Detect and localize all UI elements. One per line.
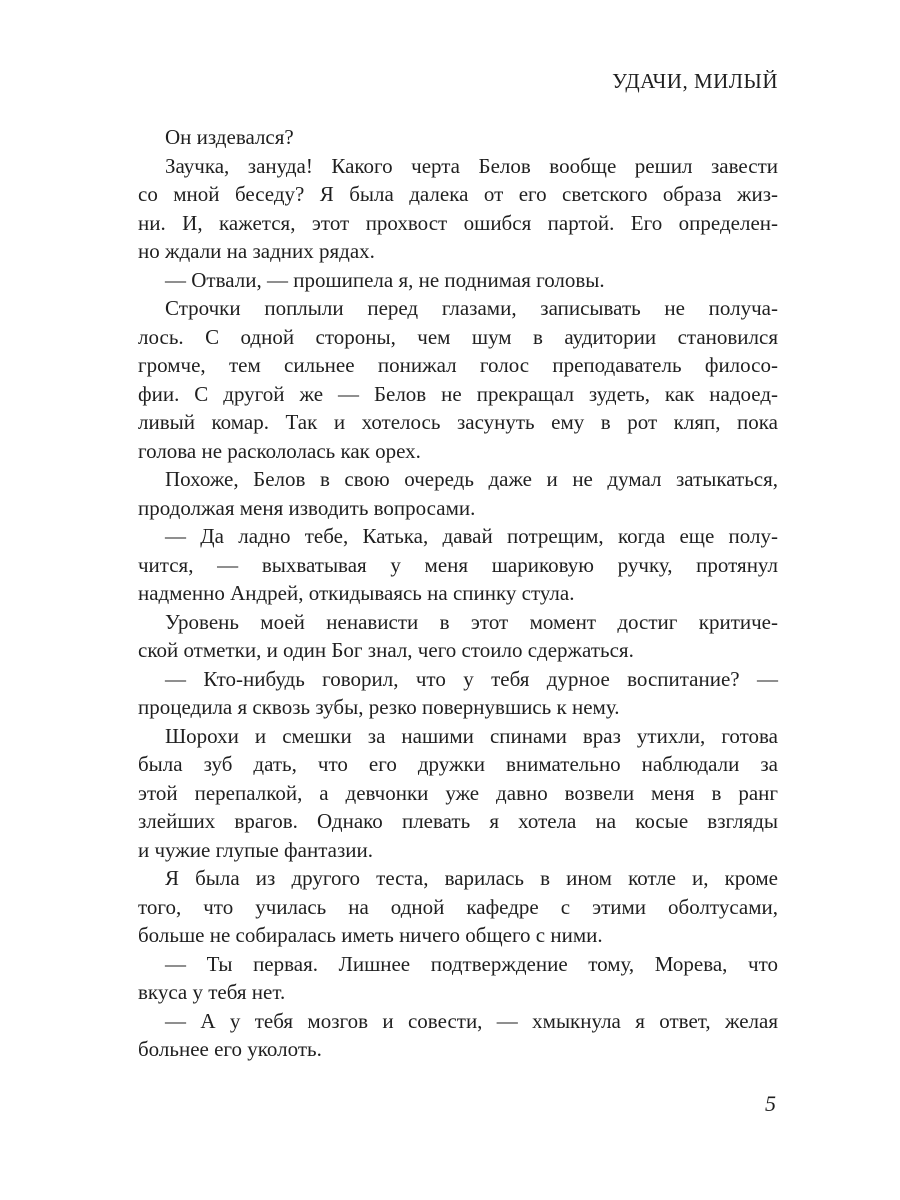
text-line: Похоже, Белов в свою очередь даже и не думал затыкаться, — [165, 467, 778, 491]
text-line: — Кто-нибудь говорил, что у тебя дурное воспитание? — — [165, 666, 778, 691]
text-line: Заучка, зануда! Какого черта Белов вообще решил завести — [165, 153, 778, 178]
text-line: Строчки поплыли перед глазами, записывать не получа- — [165, 296, 778, 320]
text-line: но ждали на задних рядах. — [138, 239, 375, 263]
page-number: 5 — [765, 1091, 776, 1116]
text-line: ни. И, кажется, этот прохвост ошибся партой. Его определен- — [138, 210, 778, 235]
text-line: злейших врагов. Однако плевать я хотела на косые взгляды — [138, 809, 778, 833]
text-line: — А у тебя мозгов и совести, — хмыкнула я ответ, желая — [165, 1008, 778, 1033]
text-line: процедила я сквозь зубы, резко повернувшись к нему. — [138, 695, 620, 719]
text-line: Уровень моей ненависти в этот момент достиг критиче- — [165, 609, 778, 634]
paragraph — [138, 608, 778, 665]
text-line: голова не раскололась как орех. — [138, 438, 421, 463]
text-line: надменно Андрей, откидываясь на спинку стула. — [138, 581, 575, 605]
paragraph — [138, 123, 778, 152]
paragraph — [138, 522, 778, 608]
text-line: больше не собиралась иметь ничего общего с ними. — [138, 923, 603, 947]
paragraph — [138, 1007, 778, 1064]
text-line: фии. С другой же — Белов не прекращал зудеть, как надоед- — [138, 381, 778, 406]
paragraph — [138, 152, 778, 266]
text-line: Он издевался? — [165, 125, 294, 149]
text-line: ской отметки, и один Бог знал, чего стоило сдержаться. — [138, 638, 634, 662]
text-line: вкуса у тебя нет. — [138, 980, 286, 1004]
text-line: этой перепалкой, а девчонки уже давно возвели меня в ранг — [138, 780, 778, 805]
text-line: — Отвали, — прошипела я, не поднимая головы. — [165, 267, 605, 292]
running-head: УДАЧИ, МИЛЫЙ — [612, 69, 778, 93]
paragraph — [138, 266, 778, 295]
text-line: со мной беседу? Я была далека от его светского образа жиз- — [138, 182, 778, 206]
paragraph — [138, 465, 778, 522]
text-line: Я была из другого теста, варилась в ином котле и, кроме — [165, 866, 778, 890]
body-text — [138, 123, 778, 1064]
paragraph — [138, 864, 778, 950]
text-line: чится, — выхватывая у меня шариковую ручку, протянул — [138, 552, 778, 577]
text-line: и чужие глупые фантазии. — [138, 837, 373, 862]
paragraph — [138, 294, 778, 465]
paragraph — [138, 665, 778, 722]
text-line: ливый комар. Так и хотелось засунуть ему в рот кляп, пока — [138, 410, 778, 434]
text-line: громче, тем сильнее понижал голос преподаватель филосо- — [138, 353, 778, 377]
paragraph — [138, 950, 778, 1007]
paragraph — [138, 722, 778, 865]
text-line: продолжая меня изводить вопросами. — [138, 495, 476, 520]
text-line: Шорохи и смешки за нашими спинами враз утихли, готова — [165, 723, 778, 748]
text-line: больнее его уколоть. — [138, 1037, 322, 1061]
text-line: была зуб дать, что его дружки внимательно наблюдали за — [138, 752, 778, 776]
text-line: — Ты первая. Лишнее подтверждение тому, Морева, что — [165, 951, 778, 976]
text-line: — Да ладно тебе, Катька, давай потрещим, когда еще полу- — [165, 524, 778, 548]
text-line: лось. С одной стороны, чем шум в аудитории становился — [138, 324, 778, 349]
text-line: того, что училась на одной кафедре с этими оболтусами, — [138, 894, 778, 919]
